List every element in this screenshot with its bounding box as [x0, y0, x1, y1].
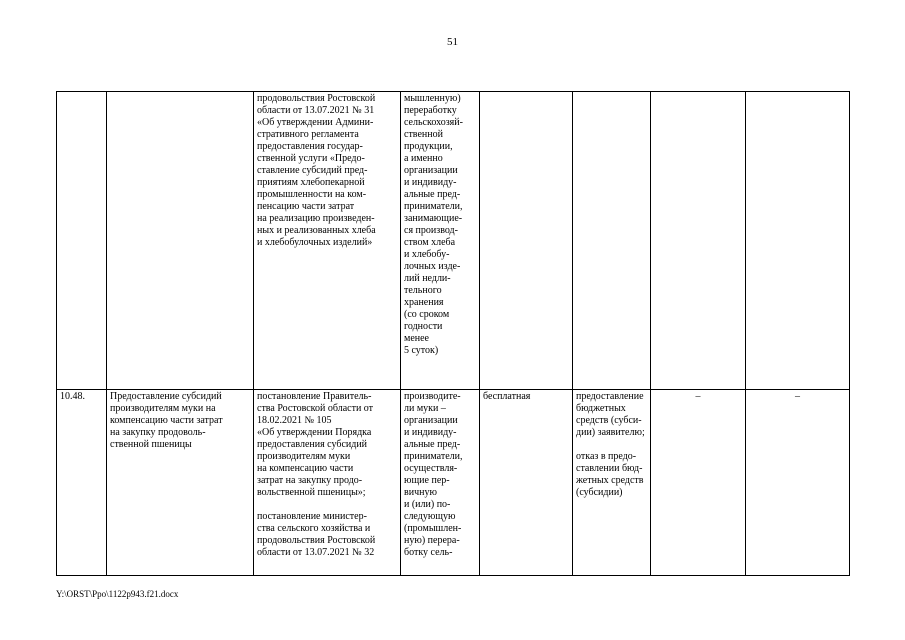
- column-7-cell: [651, 92, 746, 390]
- text-line: мышленную): [404, 93, 461, 104]
- text-line: ставлении бюд-: [576, 463, 643, 474]
- text-line: ющие пер-: [404, 475, 450, 486]
- text-line: лий недли-: [404, 273, 451, 284]
- text-line: осуществля-: [404, 463, 458, 474]
- text-line: средств (субси-: [576, 415, 642, 426]
- text-line: на компенсацию части: [257, 463, 354, 474]
- text-line: лочных изде-: [404, 261, 461, 272]
- text-line: ственной пшеницы: [110, 439, 192, 450]
- text-line: ных и реализованных хлеба: [257, 225, 376, 236]
- service-name-cell: [107, 390, 254, 576]
- text-line: на закупку продоволь-: [110, 427, 206, 438]
- recipients-cell: [401, 92, 480, 390]
- text-line: 5 суток): [404, 345, 439, 356]
- text-line: сельскохозяй-: [404, 117, 463, 128]
- text-line: тельного: [404, 285, 442, 296]
- text-line: продукции,: [404, 141, 453, 152]
- column-8-cell: –: [746, 390, 850, 576]
- text-line: [257, 499, 397, 511]
- text-line: жетных средств: [576, 475, 644, 486]
- service-name-cell: [107, 92, 254, 390]
- text-line: и хлебобулочных изделий»: [257, 237, 373, 248]
- text-line: предоставления государ-: [257, 141, 363, 152]
- text-line: «Об утверждении Админи-: [257, 117, 374, 128]
- text-line: предоставление: [576, 391, 644, 402]
- fee-cell: [480, 390, 573, 576]
- text-line: 18.02.2021 № 105: [257, 415, 332, 426]
- result-cell: [573, 92, 651, 390]
- text-line: и индивиду-: [404, 427, 457, 438]
- result-cell: [573, 390, 651, 576]
- text-line: переработку: [404, 105, 457, 116]
- text-line: на реализацию произведен-: [257, 213, 375, 224]
- text-line: «Об утверждении Порядка: [257, 427, 372, 438]
- text-line: производите-: [404, 391, 461, 402]
- text-line: занимающие-: [404, 213, 463, 224]
- legal-basis-cell: [254, 92, 401, 390]
- text-line: ственной: [404, 129, 443, 140]
- text-line: ства Ростовской области от: [257, 403, 374, 414]
- text-line: ственной услуги «Предо-: [257, 153, 365, 164]
- text-line: Предоставление субсидий: [110, 391, 222, 402]
- text-line: приниматели,: [404, 451, 463, 462]
- text-line: предоставления субсидий: [257, 439, 368, 450]
- column-8-cell: [746, 92, 850, 390]
- text-line: (со сроком: [404, 309, 450, 320]
- text-line: постановление министер-: [257, 511, 367, 522]
- text-line: ством хлеба: [404, 237, 456, 248]
- text-line: ства сельского хозяйства и: [257, 523, 371, 534]
- text-line: ную) перера-: [404, 535, 460, 546]
- text-line: вольственной пшеницы»;: [257, 487, 366, 498]
- text-line: годности: [404, 321, 443, 332]
- text-line: вичную: [404, 487, 437, 498]
- text-line: отказ в предо-: [576, 451, 637, 462]
- table-row: [57, 92, 850, 390]
- text-line: ся производ-: [404, 225, 458, 236]
- text-line: постановление Правитель-: [257, 391, 372, 402]
- row-number-cell: 10.48.: [57, 390, 107, 576]
- text-line: пенсацию части затрат: [257, 201, 355, 212]
- text-line: а именно: [404, 153, 443, 164]
- text-line: бюджетных: [576, 403, 626, 414]
- recipients-cell: [401, 390, 480, 576]
- text-line: области от 13.07.2021 № 32: [257, 547, 375, 558]
- text-line: производителям муки: [257, 451, 351, 462]
- text-line: альные пред-: [404, 439, 461, 450]
- text-line: альные пред-: [404, 189, 461, 200]
- legal-basis-cell: [254, 390, 401, 576]
- text-line: и (или) по-: [404, 499, 451, 510]
- fee-cell: [480, 92, 573, 390]
- text-line: затрат на закупку продо-: [257, 475, 363, 486]
- text-line: производителям муки на: [110, 403, 216, 414]
- text-line: менее: [404, 333, 429, 344]
- text-line: организации: [404, 415, 458, 426]
- document-file-path: Y:\ORST\Ppo\1122p943.f21.docx: [56, 589, 179, 599]
- text-line: [576, 439, 647, 451]
- text-line: продовольствия Ростовской: [257, 535, 376, 546]
- text-line: области от 13.07.2021 № 31: [257, 105, 375, 116]
- text-line: ставление субсидий пред-: [257, 165, 368, 176]
- text-line: продовольствия Ростовской: [257, 93, 376, 104]
- text-line: следующую: [404, 511, 456, 522]
- text-line: дии) заявителю;: [576, 427, 645, 438]
- text-line: ли муки –: [404, 403, 446, 414]
- table-row: [57, 390, 850, 576]
- text-line: промышленности на ком-: [257, 189, 367, 200]
- text-line: (субсидии): [576, 487, 623, 498]
- text-line: хранения: [404, 297, 444, 308]
- text-line: ботку сель-: [404, 547, 453, 558]
- text-line: приниматели,: [404, 201, 463, 212]
- text-line: приятиям хлебопекарной: [257, 177, 365, 188]
- text-line: стративного регламента: [257, 129, 359, 140]
- text-line: и индивиду-: [404, 177, 457, 188]
- text-line: и хлебобу-: [404, 249, 450, 260]
- text-line: (промышлен-: [404, 523, 462, 534]
- text-line: организации: [404, 165, 458, 176]
- column-7-cell: –: [651, 390, 746, 576]
- page-number: 51: [447, 36, 458, 48]
- text-line: бесплатная: [483, 391, 531, 402]
- text-line: компенсацию части затрат: [110, 415, 223, 426]
- row-number-cell: [57, 92, 107, 390]
- services-table: [56, 91, 850, 576]
